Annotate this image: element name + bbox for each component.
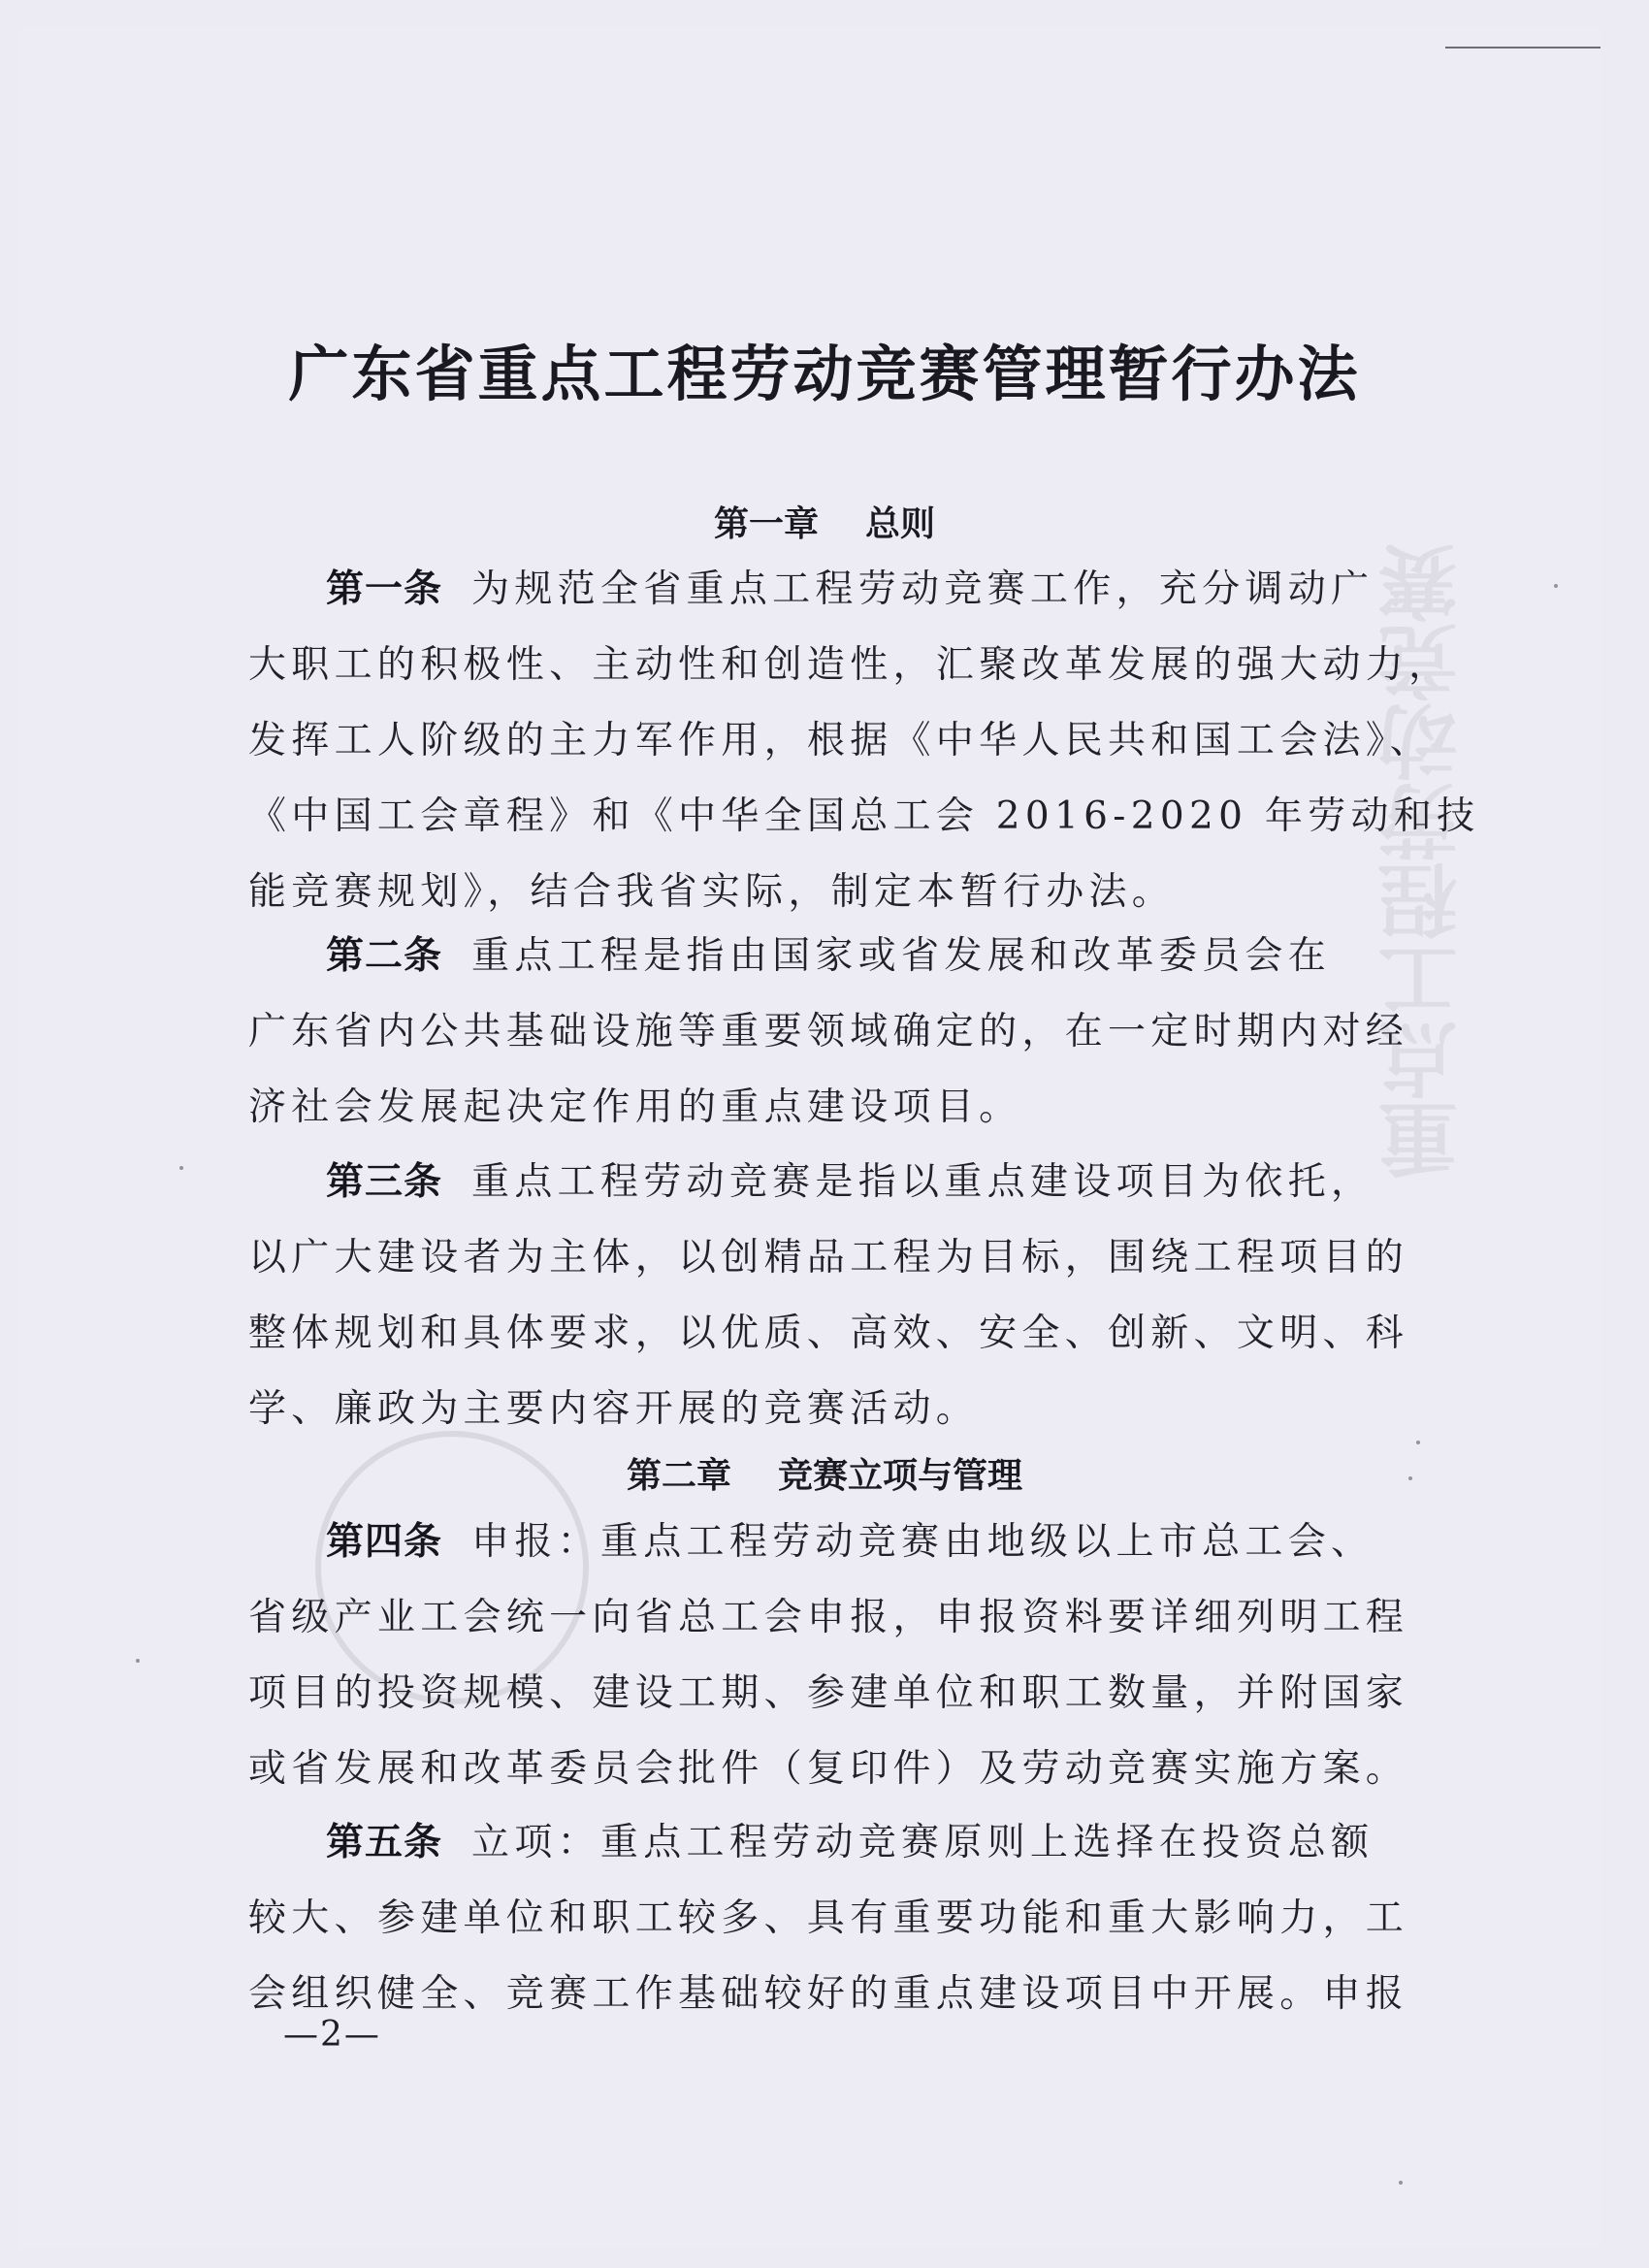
chapter-heading-2 [0,1448,1649,1498]
article-1-line-4: 《中国工会章程》和《中华全国总工会 2016-2020 年劳动和技 [248,794,1480,838]
article-text: 为规范全省重点工程劳动竞赛工作，充分调动广 [471,567,1374,611]
scan-speck [1408,1476,1412,1480]
chapter-number: 第二章 [626,1456,731,1496]
article-2-line-2: 广东省内公共基础设施等重要领域确定的，在一定时期内对经 [248,1010,1409,1053]
scan-speck [1554,584,1558,588]
article-4-line-1 [326,1519,1393,1566]
page-number: —2— [283,2015,381,2055]
chapter-name: 竞赛立项与管理 [778,1456,1023,1496]
article-text: 重点工程是指由国家或省发展和改革委员会在 [471,934,1332,978]
article-text: 立项：重点工程劳动竞赛原则上选择在投资总额 [471,1821,1374,1864]
article-label: 第五条 [326,1821,443,1864]
chapter-name: 总则 [865,504,936,544]
scan-speck [1416,1441,1420,1444]
article-5-line-3: 会组织健全、竞赛工作基础较好的重点建设项目中开展。申报 [248,1972,1409,2016]
article-2-line-1 [326,933,1393,980]
scan-speck [136,1659,140,1663]
scan-speck [179,1166,183,1170]
chapter-number: 第一章 [713,504,819,544]
bleed-through-watermark: 重点工程劳动竞赛 [1378,543,1471,1180]
article-3-line-2: 以广大建设者为主体，以创精品工程为目标，围绕工程项目的 [248,1236,1409,1280]
scan-speck [1399,2181,1403,2185]
article-1-line-1 [326,567,1393,613]
article-4-line-3: 项目的投资规模、建设工期、参建单位和职工数量，并附国家 [248,1671,1409,1715]
article-label: 第二条 [326,934,443,978]
top-rule-divider [1445,47,1600,49]
article-label: 第四条 [326,1520,443,1564]
article-1-line-5: 能竞赛规划》，结合我省实际，制定本暂行办法。 [248,870,1176,914]
article-label: 第一条 [326,567,443,611]
article-3-line-1 [326,1159,1393,1206]
article-3-line-4: 学、廉政为主要内容开展的竞赛活动。 [248,1387,980,1431]
article-label: 第三条 [326,1160,443,1204]
article-4-line-2: 省级产业工会统一向省总工会申报，申报资料要详细列明工程 [248,1596,1409,1639]
article-3-line-3: 整体规划和具体要求，以优质、高效、安全、创新、文明、科 [248,1312,1409,1355]
chapter-heading-1 [0,497,1649,546]
article-text: 申报：重点工程劳动竞赛由地级以上市总工会、 [471,1520,1374,1564]
article-4-line-4: 或省发展和改革委员会批件（复印件）及劳动竞赛实施方案。 [248,1747,1409,1791]
article-1-line-3: 发挥工人阶级的主力军作用，根据《中华人民共和国工会法》、 [248,719,1433,762]
article-1-line-2: 大职工的积极性、主动性和创造性，汇聚改革发展的强大动力， [248,643,1452,687]
document-title: 广东省重点工程劳动竞赛管理暂行办法 [288,339,1361,409]
article-2-line-3: 济社会发展起决定作用的重点建设项目。 [248,1085,1022,1129]
article-5-line-2: 较大、参建单位和职工较多、具有重要功能和重大影响力，工 [248,1896,1409,1940]
article-5-line-1 [326,1820,1393,1866]
article-text: 重点工程劳动竞赛是指以重点建设项目为依托， [471,1160,1374,1204]
